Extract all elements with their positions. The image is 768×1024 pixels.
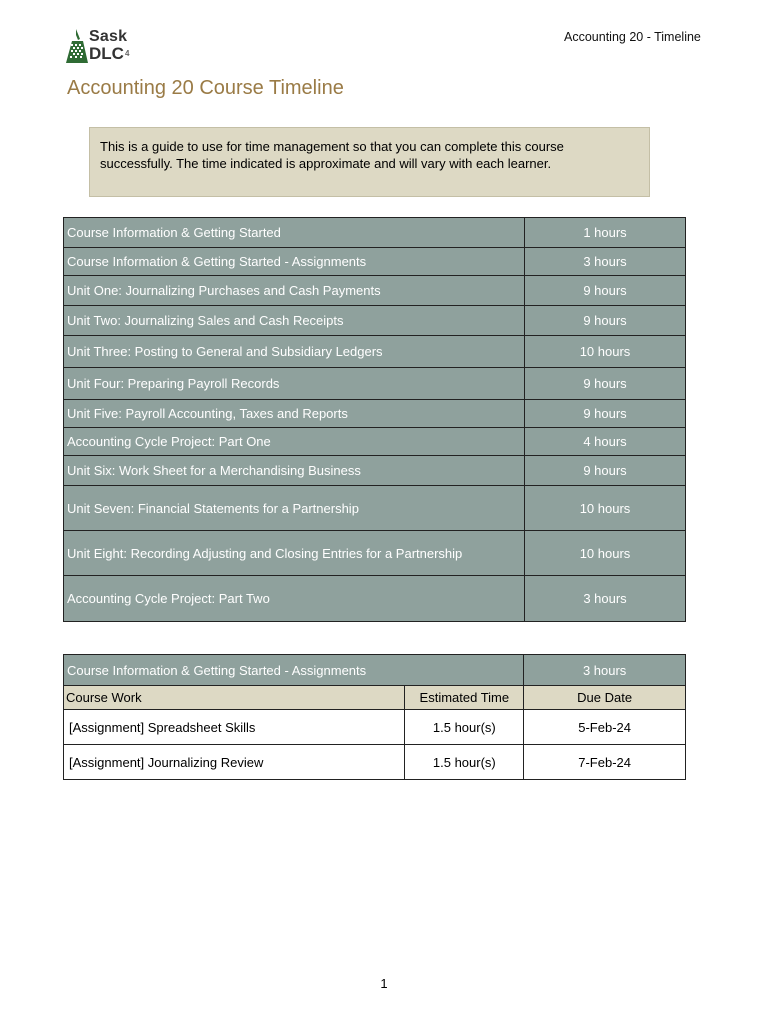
logo-mark-icon — [66, 29, 88, 63]
timeline-row — [64, 368, 686, 400]
timeline-hours: 3 hours — [525, 576, 686, 622]
timeline-title: Accounting Cycle Project: Part One — [64, 428, 525, 456]
column-header-estimated-time: Estimated Time — [405, 686, 524, 710]
assignment-due-date: 5-Feb-24 — [524, 710, 686, 745]
document-header-title: Accounting 20 - Timeline — [564, 30, 701, 44]
table-row — [64, 710, 686, 745]
page-title: Accounting 20 Course Timeline — [67, 77, 344, 99]
timeline-title: Unit Seven: Financial Statements for a Partnership — [64, 486, 525, 531]
assignment-course-work: [Assignment] Spreadsheet Skills — [64, 710, 405, 745]
assignment-estimated-time: 1.5 hour(s) — [405, 745, 524, 780]
timeline-hours: 4 hours — [525, 428, 686, 456]
timeline-hours: 9 hours — [525, 368, 686, 400]
logo-line2: DLC — [89, 44, 124, 63]
timeline-title: Unit Six: Work Sheet for a Merchandising Business — [64, 456, 525, 486]
timeline-hours: 3 hours — [525, 248, 686, 276]
timeline-hours: 1 hours — [525, 218, 686, 248]
timeline-hours: 9 hours — [525, 456, 686, 486]
timeline-hours: 10 hours — [525, 531, 686, 576]
assignments-column-headers — [64, 686, 686, 710]
course-timeline-table — [63, 217, 686, 622]
timeline-row — [64, 336, 686, 368]
assignments-section-title: Course Information & Getting Started - Assignments — [64, 655, 524, 686]
timeline-title: Accounting Cycle Project: Part Two — [64, 576, 525, 622]
saskdlc-logo — [66, 28, 138, 64]
timeline-hours: 10 hours — [525, 336, 686, 368]
logo-superscript: 4 — [124, 49, 130, 58]
timeline-row — [64, 400, 686, 428]
column-header-course-work: Course Work — [64, 686, 405, 710]
timeline-title: Course Information & Getting Started - Assignments — [64, 248, 525, 276]
table-row — [64, 745, 686, 780]
timeline-title: Unit Four: Preparing Payroll Records — [64, 368, 525, 400]
assignments-section-header — [64, 655, 686, 686]
column-header-due-date: Due Date — [524, 686, 686, 710]
timeline-hours: 9 hours — [525, 276, 686, 306]
timeline-row — [64, 531, 686, 576]
timeline-hours: 9 hours — [525, 400, 686, 428]
logo-line1: Sask — [89, 28, 128, 45]
timeline-row — [64, 306, 686, 336]
timeline-row — [64, 218, 686, 248]
page-number: 1 — [380, 976, 388, 991]
timeline-row — [64, 486, 686, 531]
timeline-row — [64, 276, 686, 306]
assignments-section-hours: 3 hours — [524, 655, 686, 686]
timeline-title: Unit One: Journalizing Purchases and Cash Payments — [64, 276, 525, 306]
timeline-title: Unit Eight: Recording Adjusting and Closing Entries for a Partnership — [64, 531, 525, 576]
timeline-hours: 10 hours — [525, 486, 686, 531]
logo-wordmark — [89, 28, 129, 62]
timeline-title: Unit Five: Payroll Accounting, Taxes and Reports — [64, 400, 525, 428]
assignment-due-date: 7-Feb-24 — [524, 745, 686, 780]
timeline-title: Course Information & Getting Started — [64, 218, 525, 248]
timeline-title: Unit Three: Posting to General and Subsidiary Ledgers — [64, 336, 525, 368]
assignment-course-work: [Assignment] Journalizing Review — [64, 745, 405, 780]
timeline-row — [64, 248, 686, 276]
timeline-title: Unit Two: Journalizing Sales and Cash Receipts — [64, 306, 525, 336]
assignment-estimated-time: 1.5 hour(s) — [405, 710, 524, 745]
timeline-row — [64, 428, 686, 456]
timeline-row — [64, 576, 686, 622]
timeline-row — [64, 456, 686, 486]
intro-note: This is a guide to use for time management so that you can complete this course successfully. The time indicated is approximate and will vary with each learner. — [89, 127, 650, 197]
assignments-table — [63, 654, 686, 780]
timeline-hours: 9 hours — [525, 306, 686, 336]
